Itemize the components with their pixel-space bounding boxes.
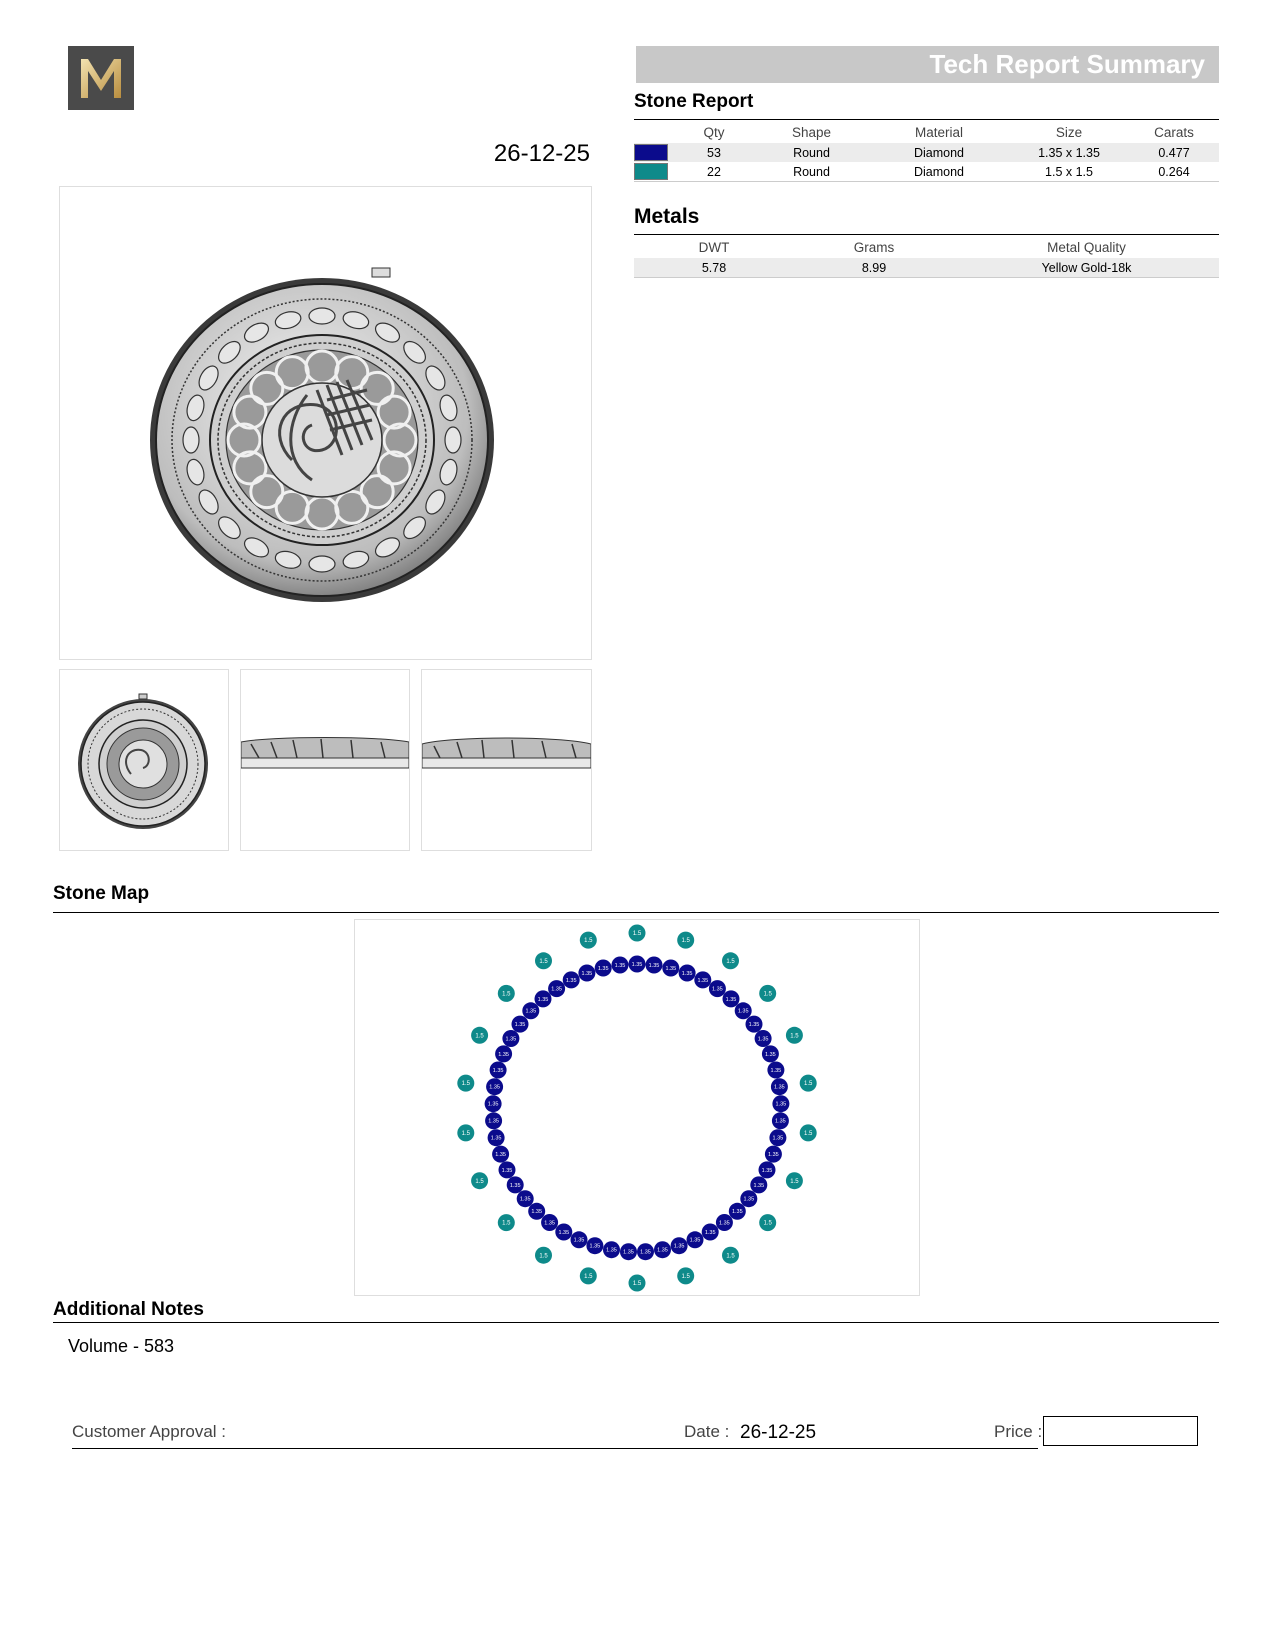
inner-stone-label: 1.35 (665, 966, 677, 972)
inner-stone (687, 1231, 704, 1248)
inner-stone-label: 1.35 (487, 1101, 499, 1108)
inner-stone (528, 1203, 545, 1220)
outer-stone (629, 925, 646, 942)
thumbnail-angle[interactable] (421, 669, 592, 851)
outer-stone (457, 1075, 474, 1092)
metals-bottom-rule (634, 277, 1219, 278)
petal-ornament (309, 556, 335, 572)
approval-date-value: 26-12-25 (740, 1422, 817, 1443)
inner-stone-label: 1.35 (775, 1101, 787, 1108)
inner-stone (571, 1231, 588, 1248)
inner-stone-label: 1.35 (495, 1152, 506, 1158)
inner-stone-label: 1.35 (657, 1247, 668, 1254)
inner-stone-label: 1.35 (648, 962, 660, 969)
inner-stone-label: 1.35 (725, 996, 737, 1003)
inner-stone-label: 1.35 (498, 1051, 509, 1058)
outer-stone (722, 952, 739, 969)
outer-stone (629, 1275, 646, 1292)
inner-stone (541, 1214, 558, 1231)
outer-stone (677, 1267, 694, 1284)
inner-stone (620, 1243, 637, 1260)
inner-stone (485, 1095, 502, 1112)
report-title: Tech Report Summary (929, 49, 1205, 79)
inner-stone-label: 1.35 (488, 1118, 499, 1125)
col-size: Size (1055, 124, 1083, 140)
inner-stone (563, 971, 580, 988)
inner-stone (595, 960, 612, 977)
inner-stone (555, 1224, 572, 1241)
inner-stone (488, 1129, 505, 1146)
outer-stone (471, 1172, 488, 1189)
inner-stone (702, 1224, 719, 1241)
stone-report-title: Stone Report (634, 91, 754, 112)
inner-stone-label: 1.35 (505, 1036, 517, 1043)
inner-stone-label: 1.35 (689, 1237, 701, 1244)
col-metal-quality: Metal Quality (1047, 239, 1126, 255)
outer-stone-label: 1.5 (539, 958, 548, 965)
inner-stone-label: 1.35 (768, 1152, 779, 1158)
inner-stone (769, 1129, 786, 1146)
inner-stone-label: 1.35 (492, 1068, 504, 1074)
inner-stone-label: 1.35 (704, 1229, 716, 1236)
inner-stone-label: 1.35 (775, 1118, 786, 1125)
inner-stone-label: 1.35 (489, 1084, 500, 1091)
inner-stone (512, 1016, 529, 1033)
inner-stone-label: 1.35 (551, 986, 562, 993)
inner-stone (499, 1161, 516, 1178)
inner-stone-label: 1.35 (509, 1182, 521, 1189)
inner-stone-label: 1.35 (573, 1237, 585, 1244)
inner-stone-label: 1.35 (581, 970, 593, 977)
inner-stone (694, 971, 711, 988)
inner-stone (535, 990, 552, 1007)
outer-stone-label: 1.5 (790, 1033, 799, 1040)
metals-header-row (634, 236, 1219, 258)
petal-ornament (445, 427, 461, 453)
outer-stone-label: 1.5 (584, 1274, 593, 1280)
inner-stone-label: 1.35 (501, 1167, 513, 1174)
inner-stone-label: 1.35 (753, 1182, 765, 1189)
price-input-box[interactable] (1043, 1416, 1198, 1446)
brand-logo (68, 46, 134, 110)
inner-stone-label: 1.35 (712, 986, 723, 993)
inner-stone-label: 1.35 (490, 1135, 502, 1142)
stone-size: 1.5 x 1.5 (1045, 164, 1093, 179)
stone-carats: 0.264 (1158, 164, 1190, 179)
metals-table (634, 236, 1219, 277)
stone-report-rule (634, 119, 1219, 120)
inner-stone-label: 1.35 (673, 1243, 685, 1250)
inner-stone (729, 1203, 746, 1220)
inner-stone-label: 1.35 (531, 1209, 543, 1216)
inner-stone (767, 1062, 784, 1079)
inner-stone-label: 1.35 (514, 1022, 526, 1028)
outer-stone-label: 1.5 (475, 1178, 484, 1185)
stone-map-rule (53, 912, 1219, 913)
outer-stone (786, 1027, 803, 1044)
inner-stone-label: 1.35 (623, 1249, 634, 1256)
inner-stone (646, 957, 663, 974)
inner-stone-label: 1.35 (748, 1022, 760, 1028)
outer-stone (722, 1247, 739, 1264)
notes-rule (53, 1322, 1219, 1323)
stone-carats: 0.477 (1129, 143, 1219, 162)
col-qty: Qty (703, 124, 725, 140)
outer-stone-label: 1.5 (681, 938, 690, 945)
inner-stone (603, 1241, 620, 1258)
outer-stone (580, 1267, 597, 1284)
inner-stone-label: 1.35 (565, 977, 577, 984)
inner-stone (771, 1078, 788, 1095)
metal-quality: Yellow Gold-18k (954, 258, 1219, 277)
stone-shape: Round (793, 164, 830, 179)
inner-stone-label: 1.35 (757, 1036, 769, 1043)
stone-color-swatch (634, 163, 668, 180)
price-label: Price : (994, 1422, 1043, 1441)
outer-stone-label: 1.5 (461, 1131, 470, 1137)
outer-stone-label: 1.5 (584, 938, 593, 945)
report-header-bar (636, 46, 1219, 83)
inner-stone (517, 1190, 534, 1207)
inner-stone (548, 980, 565, 997)
stone-row (634, 162, 1219, 181)
stone-report-table (634, 121, 1219, 181)
outer-stone (786, 1172, 803, 1189)
inner-stone-label: 1.35 (731, 1209, 743, 1216)
stone-shape: Round (754, 143, 869, 162)
outer-stone-label: 1.5 (726, 1253, 735, 1260)
outer-stone-label: 1.5 (804, 1081, 813, 1088)
metals-title: Metals (634, 205, 700, 228)
inner-stone (679, 965, 696, 982)
outer-stone (457, 1124, 474, 1141)
outer-stone (535, 1247, 552, 1264)
inner-stone-label: 1.35 (589, 1243, 601, 1250)
inner-stone-label: 1.35 (606, 1247, 617, 1254)
inner-stone (662, 960, 679, 977)
outer-stone-label: 1.5 (763, 991, 772, 998)
outer-stone-label: 1.5 (461, 1081, 470, 1088)
outer-stone-label: 1.5 (502, 1220, 511, 1227)
metal-dwt: 5.78 (634, 258, 794, 277)
inner-stone (490, 1062, 507, 1079)
inner-stone (654, 1241, 671, 1258)
inner-stone-label: 1.35 (719, 1220, 730, 1227)
outer-stone (759, 985, 776, 1002)
inner-stone-label: 1.35 (681, 970, 693, 977)
approval-signature-line[interactable] (72, 1448, 1038, 1449)
col-grams: Grams (853, 239, 895, 255)
inner-stone-label: 1.35 (519, 1196, 531, 1203)
outer-stone-label: 1.5 (539, 1253, 548, 1260)
inner-stone (709, 980, 726, 997)
inner-stone-label: 1.35 (525, 1008, 537, 1015)
approval-date-label: Date : (684, 1422, 730, 1441)
inner-stone-label: 1.35 (737, 1008, 749, 1015)
inner-stone (762, 1045, 779, 1062)
outer-stone (498, 1214, 515, 1231)
stone-table-bottom-rule (634, 181, 1219, 182)
inner-stone-label: 1.35 (597, 966, 609, 972)
petal-ornament (309, 308, 335, 324)
inner-stone-label: 1.35 (765, 1051, 776, 1058)
inner-stone (735, 1002, 752, 1019)
inner-stone-label: 1.35 (537, 996, 549, 1003)
inner-stone (629, 956, 646, 973)
pendant-thumb-angle (422, 670, 591, 850)
inner-stone (612, 957, 629, 974)
stone-size: 1.35 x 1.35 (1009, 143, 1129, 162)
main-render-frame (59, 186, 592, 660)
inner-stone (772, 1095, 789, 1112)
pendant-thumb-side (241, 670, 409, 850)
outer-stone (498, 985, 515, 1002)
outer-stone (800, 1075, 817, 1092)
outer-stone-label: 1.5 (726, 958, 735, 965)
outer-stone-label: 1.5 (632, 1281, 642, 1288)
inner-stone (578, 965, 595, 982)
stone-color-swatch (634, 144, 668, 161)
col-dwt: DWT (698, 239, 730, 255)
inner-stone (716, 1214, 733, 1231)
inner-stone-label: 1.35 (631, 961, 643, 968)
inner-stone (755, 1030, 772, 1047)
outer-stone (471, 1027, 488, 1044)
col-shape: Shape (791, 124, 832, 140)
inner-stone-label: 1.35 (558, 1229, 570, 1236)
col-carats: Carats (1154, 124, 1194, 140)
stone-material: Diamond (869, 143, 1009, 162)
pendant-render-top (60, 187, 591, 659)
inner-stone-label: 1.35 (770, 1068, 782, 1074)
petal-ornament (183, 427, 199, 453)
col-material: Material (914, 124, 963, 140)
metal-grams: 8.99 (794, 258, 954, 277)
inner-stone (522, 1002, 539, 1019)
inner-stone-label: 1.35 (614, 962, 626, 969)
outer-stone-label: 1.5 (475, 1033, 484, 1040)
inner-stone (507, 1176, 524, 1193)
metals-rule (634, 234, 1219, 235)
col-color (634, 121, 674, 143)
outer-stone-label: 1.5 (790, 1178, 799, 1185)
inner-stone-label: 1.35 (761, 1167, 773, 1174)
inner-stone (723, 990, 740, 1007)
outer-stone (677, 932, 694, 949)
inner-stone-label: 1.35 (772, 1135, 784, 1142)
inner-stone (485, 1112, 502, 1129)
inner-stone (746, 1016, 763, 1033)
metals-row (634, 258, 1219, 277)
inner-stone-label: 1.35 (640, 1249, 651, 1256)
inner-stone (637, 1243, 654, 1260)
additional-notes-title: Additional Notes (53, 1299, 204, 1320)
inner-stone (740, 1190, 757, 1207)
inner-stone (759, 1161, 776, 1178)
inner-stone (486, 1078, 503, 1095)
thumbnail-side[interactable] (240, 669, 410, 851)
inner-stone (502, 1030, 519, 1047)
report-date: 26-12-25 (493, 140, 590, 167)
customer-approval-label: Customer Approval : (72, 1422, 227, 1441)
inner-stone-label: 1.35 (774, 1084, 785, 1091)
inner-stone-label: 1.35 (743, 1196, 755, 1203)
outer-stone-label: 1.5 (632, 931, 642, 938)
stone-qty: 53 (674, 143, 754, 162)
inner-stone (492, 1146, 509, 1163)
inner-stone-label: 1.35 (544, 1220, 555, 1227)
pendant-thumb-front (60, 670, 228, 850)
stone-qty: 22 (707, 164, 721, 179)
thumbnail-front[interactable] (59, 669, 229, 851)
stone-map-diagram (355, 920, 919, 1295)
inner-stone (772, 1112, 789, 1129)
inner-stone-label: 1.35 (697, 977, 709, 984)
inner-stone (750, 1176, 767, 1193)
stone-material: Diamond (913, 164, 965, 179)
outer-stone (759, 1214, 776, 1231)
volume-note: Volume - 583 (68, 1336, 175, 1356)
inner-stone (671, 1237, 688, 1254)
stone-row (634, 143, 1219, 162)
stone-map-frame (354, 919, 920, 1296)
outer-stone (535, 952, 552, 969)
outer-stone-label: 1.5 (681, 1274, 690, 1280)
logo-m-icon (68, 46, 134, 110)
outer-stone-label: 1.5 (763, 1220, 772, 1227)
outer-stone (800, 1124, 817, 1141)
inner-stone (765, 1146, 782, 1163)
outer-stone-label: 1.5 (502, 991, 511, 998)
outer-stone-label: 1.5 (804, 1131, 813, 1137)
inner-stone (495, 1045, 512, 1062)
stone-map-title: Stone Map (53, 883, 150, 904)
inner-stone (586, 1237, 603, 1254)
outer-stone (580, 932, 597, 949)
stone-table-header-row (634, 121, 1219, 143)
